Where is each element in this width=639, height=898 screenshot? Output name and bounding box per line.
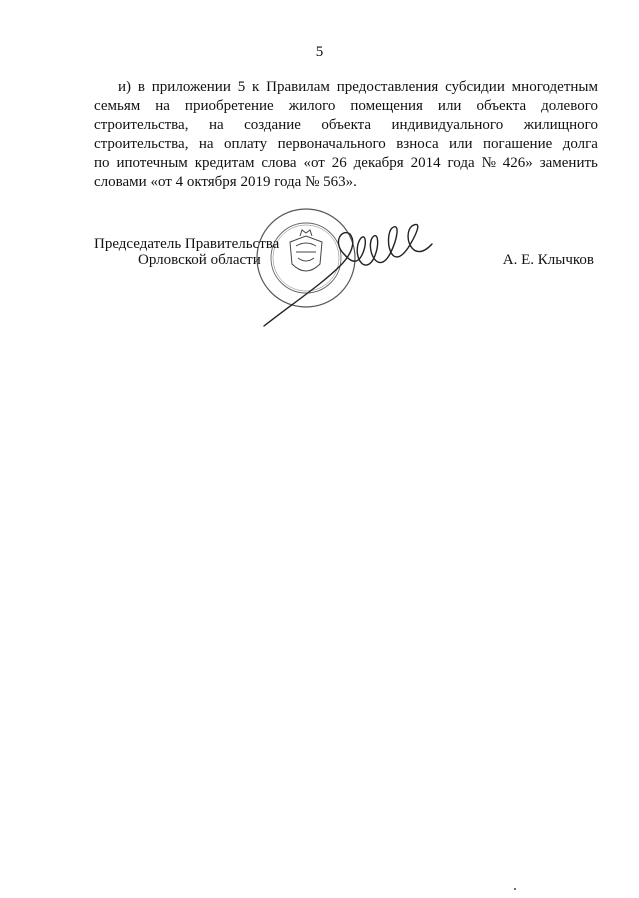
word: слова — [261, 155, 297, 171]
word: заменить — [539, 155, 598, 171]
paragraph-line — [94, 97, 598, 116]
word: объекта — [476, 98, 527, 114]
word: по — [94, 155, 110, 171]
word: индивидуального — [391, 117, 504, 133]
word: на — [155, 98, 170, 114]
paragraph-line — [94, 78, 598, 97]
paragraph-line — [94, 135, 598, 154]
word: строительства, — [94, 136, 189, 152]
paragraph-line — [94, 154, 598, 173]
word: к — [252, 79, 260, 95]
word: 26 — [331, 155, 347, 171]
word: долга — [562, 136, 598, 152]
word: приложении — [151, 79, 231, 95]
word: «от — [303, 155, 325, 171]
word: на — [208, 117, 224, 133]
word: № — [481, 155, 496, 171]
signatory-title-line1: Председатель Правительства — [94, 236, 280, 252]
amendment-paragraph — [94, 78, 598, 192]
word: объекта — [321, 117, 372, 133]
word: первоначального — [277, 136, 386, 152]
word: предоставления — [336, 79, 439, 95]
scan-speck — [514, 888, 516, 890]
word: Правилам — [266, 79, 330, 95]
word: строительства, — [94, 117, 189, 133]
signatory-title-line2: Орловской области — [138, 252, 261, 268]
word: декабря — [353, 155, 404, 171]
word: на — [198, 136, 214, 152]
word: ипотечным — [116, 155, 188, 171]
word: многодетным — [511, 79, 598, 95]
paragraph-line: словами «от 4 октября 2019 года № 563». — [94, 174, 357, 190]
word: года — [447, 155, 475, 171]
word: помещения — [350, 98, 423, 114]
word: жилищного — [523, 117, 598, 133]
word: семьям — [94, 98, 141, 114]
word: создание — [244, 117, 301, 133]
word: 426» — [502, 155, 533, 171]
word: приобретение — [184, 98, 274, 114]
word: в — [137, 79, 145, 95]
signatory-name: А. Е. Клычков — [502, 252, 594, 268]
word: субсидии — [445, 79, 505, 95]
word: погашение — [483, 136, 553, 152]
word: или — [449, 136, 473, 152]
word: жилого — [288, 98, 336, 114]
word: оплату — [224, 136, 268, 152]
word: или — [437, 98, 462, 114]
paragraph-line — [94, 116, 598, 135]
page-number: 5 — [315, 44, 324, 60]
word: кредитам — [194, 155, 255, 171]
word: взноса — [396, 136, 439, 152]
word: и) — [118, 79, 132, 95]
word: 5 — [237, 79, 246, 95]
word: долевого — [541, 98, 598, 114]
handwritten-signature — [262, 214, 442, 330]
word: 2014 — [410, 155, 441, 171]
